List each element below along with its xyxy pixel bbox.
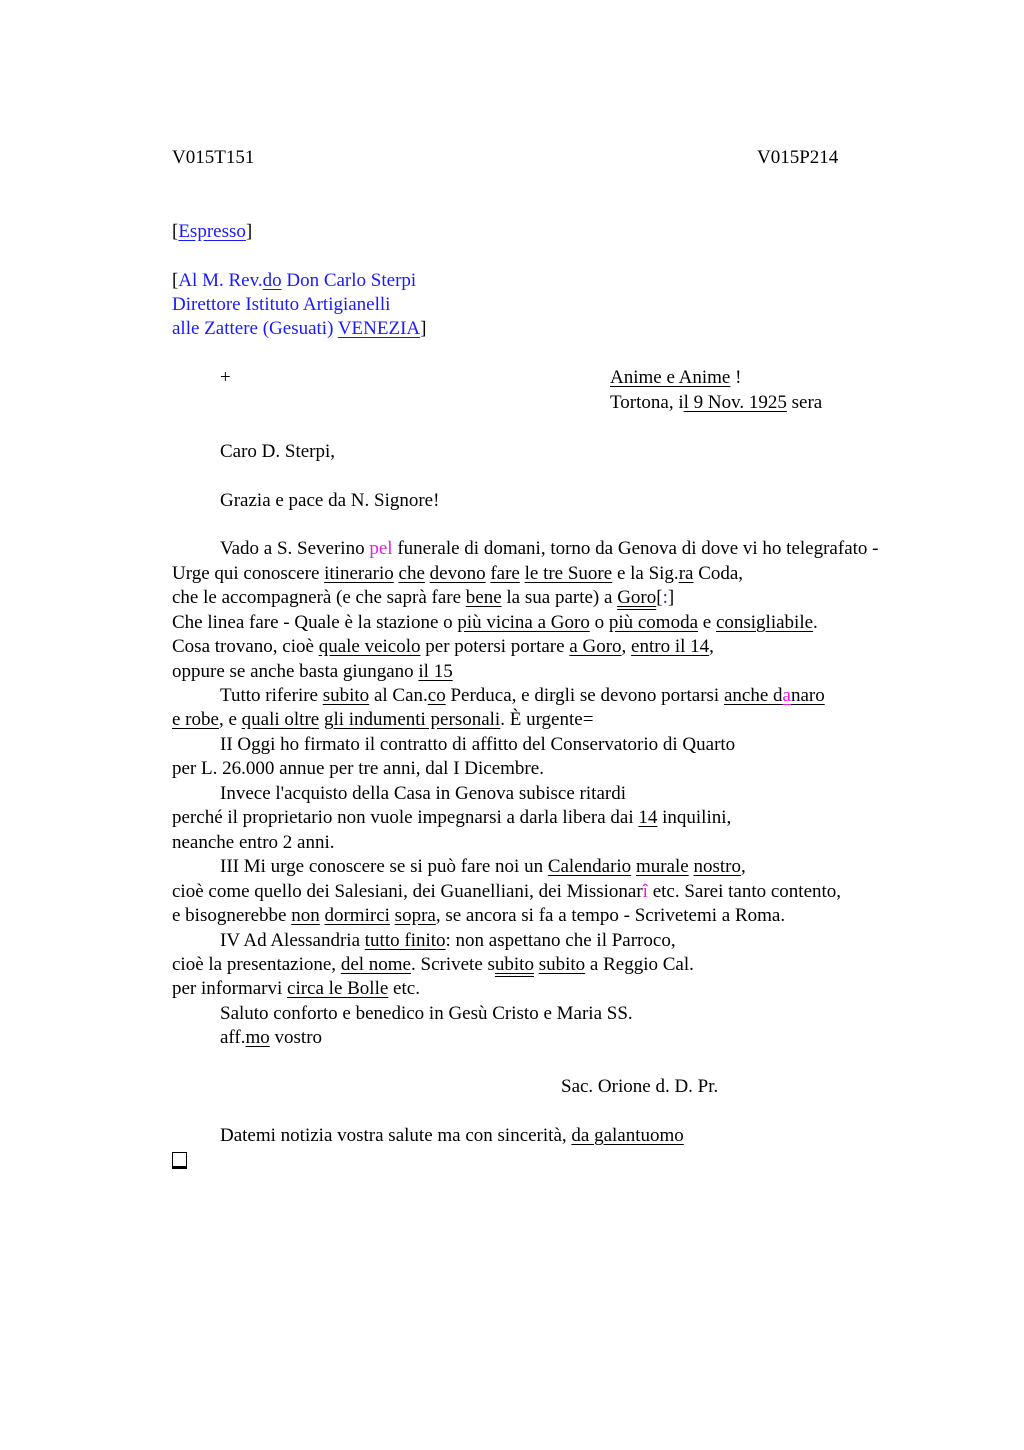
ref-right: V015P214 <box>757 147 839 168</box>
body-line: Che linea fare - Quale è la stazione o più vicina a Goro o più comoda e consigliabile. <box>172 612 818 633</box>
body-line: II Oggi ho firmato il contratto di affitto del Conservatorio di Quarto <box>220 734 736 755</box>
espresso-label: Espresso <box>178 221 246 242</box>
motto: Anime e Anime ! <box>610 367 742 388</box>
body-line: cioè la presentazione, del nome. Scrivete subito subito a Reggio Cal. <box>172 954 694 975</box>
ref-left: V015T151 <box>172 147 255 168</box>
body-line: Cosa trovano, cioè quale veicolo per potersi portare a Goro, entro il 14, <box>172 636 714 657</box>
body-line: Tutto riferire subito al Can.co Perduca, e dirgli se devono portarsi anche danaro <box>220 685 825 706</box>
body-line: Invece l'acquisto della Casa in Genova subisce ritardi <box>220 783 626 804</box>
body-line: Saluto conforto e benedico in Gesù Cristo e Maria SS. <box>220 1003 633 1024</box>
place-date: Tortona, il 9 Nov. 1925 sera <box>610 392 823 413</box>
address-line-2: Direttore Istituto Artigianelli <box>172 294 391 315</box>
address-line-3: alle Zattere (Gesuati) VENEZIA] <box>172 318 427 339</box>
end-box-icon <box>172 1152 187 1169</box>
signature: Sac. Orione d. D. Pr. <box>561 1076 719 1097</box>
body-line: neanche entro 2 anni. <box>172 832 335 853</box>
body-line: III Mi urge conoscere se si può fare noi un Calendario murale nostro, <box>220 856 746 877</box>
cross-mark: + <box>220 367 231 388</box>
espresso-line: [Espresso] <box>172 221 253 242</box>
body-line: per L. 26.000 annue per tre anni, dal I Dicembre. <box>172 758 544 779</box>
body-line: che le accompagnerà (e che saprà fare bene la sua parte) a Goro[:] <box>172 587 675 608</box>
body-line: IV Ad Alessandria tutto finito: non aspettano che il Parroco, <box>220 930 676 951</box>
body-line: per informarvi circa le Bolle etc. <box>172 978 420 999</box>
body-line: perché il proprietario non vuole impegnarsi a darla libera dai 14 inquilini, <box>172 807 732 828</box>
closing: aff.mo vostro <box>220 1027 323 1048</box>
body-line: cioè come quello dei Salesiani, dei Guanelliani, dei Missionarî etc. Sarei tanto contento, <box>172 881 842 902</box>
postscript: Datemi notizia vostra salute ma con sincerità, da galantuomo <box>220 1125 684 1146</box>
body-line: e robe, e quali oltre gli indumenti personali. È urgente= <box>172 709 594 730</box>
body-line: oppure se anche basta giungano il 15 <box>172 661 453 682</box>
body-line: e bisognerebbe non dormirci sopra, se ancora si fa a tempo - Scrivetemi a Roma. <box>172 905 786 926</box>
address-line-1: [Al M. Rev.do Don Carlo Sterpi <box>172 270 417 291</box>
blessing: Grazia e pace da N. Signore! <box>220 490 440 511</box>
body-line: Urge qui conoscere itinerario che devono fare le tre Suore e la Sig.ra Coda, <box>172 563 744 584</box>
greeting: Caro D. Sterpi, <box>220 441 336 462</box>
body-line: Vado a S. Severino pel funerale di domani, torno da Genova di dove vi ho telegrafato - <box>220 538 879 559</box>
